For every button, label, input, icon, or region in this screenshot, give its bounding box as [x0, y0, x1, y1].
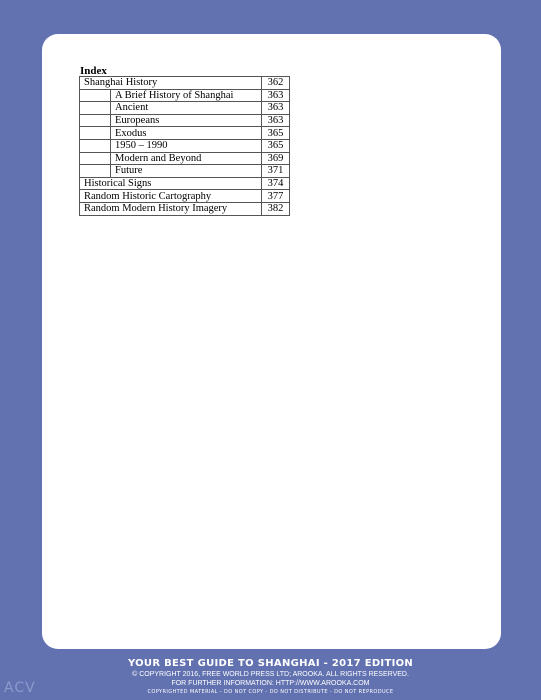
- index-entry-page: 377: [262, 190, 290, 203]
- index-entry-label: 1950 – 1990: [111, 139, 262, 152]
- indent-cell: [80, 139, 111, 152]
- index-row: [80, 77, 290, 90]
- index-row: [80, 190, 290, 203]
- index-entry-page: 371: [262, 165, 290, 178]
- indent-cell: [80, 165, 111, 178]
- indent-cell: [80, 127, 111, 140]
- indent-cell: [80, 102, 111, 115]
- indent-cell: [80, 152, 111, 165]
- index-row: [80, 165, 290, 178]
- index-entry-label: Random Historic Cartography: [80, 190, 262, 203]
- footer-title: YOUR BEST GUIDE TO SHANGHAI - 2017 EDITION: [127, 658, 414, 669]
- index-table: [79, 76, 290, 216]
- footer-copyright: © COPYRIGHT 2016, FREE WORLD PRESS LTD; AROOKA. ALL RIGHTS RESERVED.: [132, 671, 409, 678]
- index-row: [80, 102, 290, 115]
- index-entry-label: A Brief History of Shanghai: [111, 89, 262, 102]
- index-row: [80, 152, 290, 165]
- index-row: [80, 177, 290, 190]
- index-entry-page: 365: [262, 139, 290, 152]
- footer-warning: COPYRIGHTED MATERIAL - DO NOT COPY - DO NOT DISTRIBUTE - DO NOT REPRODUCE: [147, 689, 394, 695]
- index-entry-label: Ancient: [111, 102, 262, 115]
- index-entry-label: Modern and Beyond: [111, 152, 262, 165]
- footer-info: FOR FURTHER INFORMATION: HTTP://WWW.AROOKA.COM: [171, 680, 370, 687]
- index-entry-label: Historical Signs: [80, 177, 262, 190]
- index-entry-page: 363: [262, 102, 290, 115]
- index-entry-label: Exodus: [111, 127, 262, 140]
- index-entry-page: 363: [262, 89, 290, 102]
- index-entry-label: Shanghai History: [80, 77, 262, 90]
- index-entry-page: 365: [262, 127, 290, 140]
- index-row: [80, 114, 290, 127]
- document-page: [42, 34, 501, 649]
- index-row: [80, 202, 290, 215]
- index-entry-page: 382: [262, 202, 290, 215]
- page-footer: [0, 657, 541, 696]
- index-entry-page: 363: [262, 114, 290, 127]
- index-row: [80, 127, 290, 140]
- index-entry-label: Random Modern History Imagery: [80, 202, 262, 215]
- index-title: Index: [80, 65, 107, 77]
- watermark: ACV: [4, 680, 36, 696]
- index-entry-label: Future: [111, 165, 262, 178]
- index-entry-page: 374: [262, 177, 290, 190]
- index-entry-page: 369: [262, 152, 290, 165]
- indent-cell: [80, 89, 111, 102]
- index-row: [80, 139, 290, 152]
- index-entry-label: Europeans: [111, 114, 262, 127]
- index-entry-page: 362: [262, 77, 290, 90]
- indent-cell: [80, 114, 111, 127]
- index-row: [80, 89, 290, 102]
